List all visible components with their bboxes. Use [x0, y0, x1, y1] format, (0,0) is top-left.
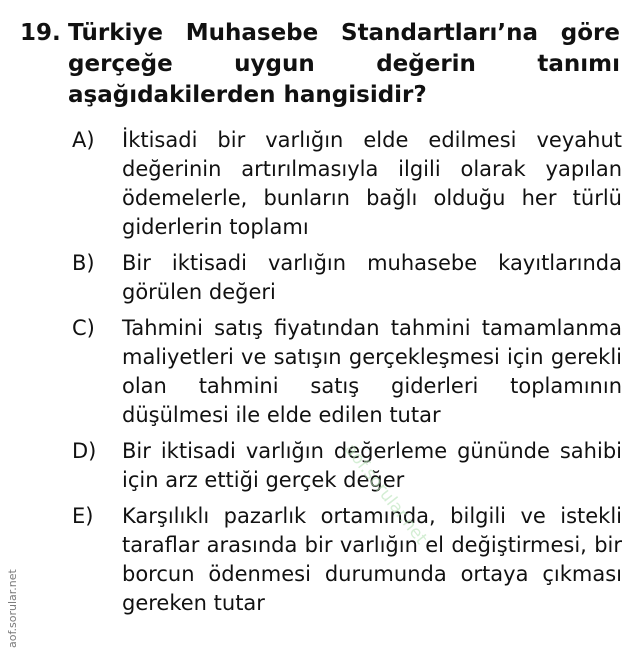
- option-text: Tahmini satış fiyatından tahmini tamamlanma maliyetleri ve satışın gerçekleşmesi için gerekli olan tahmini satış giderleri toplamının düşülmesi ile elde edilen tutar: [122, 316, 622, 427]
- diagonal-watermark: aof.sorular.net: [340, 440, 432, 549]
- question-number: 19.: [20, 20, 61, 46]
- question-text: Türkiye Muhasebe Standartları’na göre gerçeğe uygun değerin tanımı aşağıdakilerden hangisidir?: [68, 20, 620, 108]
- option-text: İktisadi bir varlığın elde edilmesi veyahut değerinin artırılmasıyla ilgili olarak yapılan ödemelerle, bunların bağlı olduğu her türlü giderlerin toplamı: [122, 128, 622, 239]
- option-letter: C): [72, 316, 95, 340]
- option-letter: A): [72, 128, 95, 152]
- option-a: [72, 126, 622, 242]
- option-letter: B): [72, 251, 95, 275]
- answer-options: [72, 126, 622, 625]
- option-letter: E): [72, 504, 94, 528]
- option-letter: D): [72, 439, 97, 463]
- option-b: [72, 249, 622, 307]
- option-text: Bir iktisadi varlığın muhasebe kayıtlarında görülen değeri: [122, 251, 622, 304]
- side-watermark: aof.sorular.net: [6, 569, 19, 648]
- question: [20, 18, 620, 111]
- option-c: [72, 314, 622, 430]
- option-e: [72, 502, 622, 618]
- option-text: Karşılıklı pazarlık ortamında, bilgili ve istekli taraflar arasında bir varlığın el değiştirmesi, bir borcun ödenmesi durumunda ortaya çıkması gereken tutar: [122, 504, 622, 615]
- option-text: Bir iktisadi varlığın değerleme gününde sahibi için arz ettiği gerçek değer: [122, 439, 622, 492]
